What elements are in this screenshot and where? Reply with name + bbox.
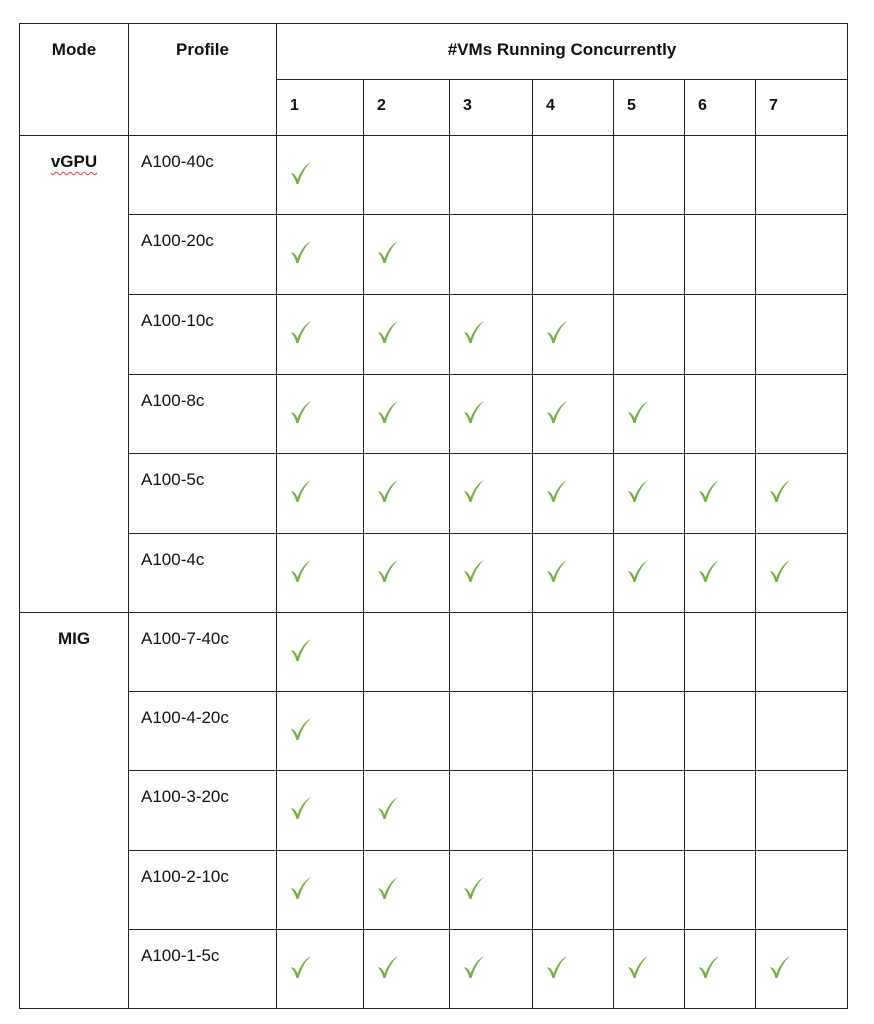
mode-cell (20, 613, 129, 1009)
vm-count-cell (450, 771, 533, 851)
vm-count-cell (533, 930, 614, 1009)
vm-count-cell (685, 295, 756, 375)
checkmark-icon (290, 320, 312, 344)
vm-count-cell (685, 930, 756, 1009)
checkmark-icon (627, 559, 649, 583)
vm-count-cell (364, 771, 450, 851)
header-profile: Profile (129, 24, 277, 136)
vm-count-cell (364, 454, 450, 534)
table-row (20, 295, 848, 375)
vm-count-cell (756, 136, 848, 215)
vm-count-cell (533, 375, 614, 454)
checkmark-icon (377, 559, 399, 583)
vm-count-cell (450, 136, 533, 215)
header-vms-running: #VMs Running Concurrently (277, 24, 848, 80)
vm-count-cell (277, 295, 364, 375)
profile-cell: A100-10c (129, 295, 277, 375)
header-mode: Mode (20, 24, 129, 136)
vm-count-cell (364, 295, 450, 375)
vm-count-cell (685, 375, 756, 454)
table-row (20, 215, 848, 295)
vm-count-cell (364, 136, 450, 215)
vm-count-cell (685, 454, 756, 534)
vm-count-cell (614, 375, 685, 454)
vm-count-cell (450, 692, 533, 771)
header-vm-count-2: 2 (364, 80, 450, 136)
header-vm-count-4: 4 (533, 80, 614, 136)
vm-count-cell (450, 215, 533, 295)
vm-count-cell (756, 771, 848, 851)
checkmark-icon (627, 479, 649, 503)
table-row (20, 613, 848, 692)
vm-count-cell (533, 136, 614, 215)
vm-count-cell (614, 613, 685, 692)
checkmark-icon (290, 161, 312, 185)
checkmark-icon (769, 559, 791, 583)
vm-count-cell (450, 613, 533, 692)
vm-count-cell (533, 851, 614, 930)
vm-count-cell (756, 613, 848, 692)
vm-count-cell (364, 930, 450, 1009)
vm-count-cell (614, 771, 685, 851)
checkmark-icon (290, 479, 312, 503)
vm-count-cell (533, 454, 614, 534)
vm-count-cell (277, 851, 364, 930)
checkmark-icon (463, 876, 485, 900)
checkmark-icon (290, 796, 312, 820)
header-vm-count-7: 7 (756, 80, 848, 136)
checkmark-icon (546, 955, 568, 979)
vm-count-cell (685, 534, 756, 613)
profile-cell: A100-4-20c (129, 692, 277, 771)
vm-count-cell (277, 771, 364, 851)
table-row (20, 771, 848, 851)
checkmark-icon (290, 638, 312, 662)
vm-count-cell (277, 930, 364, 1009)
vm-count-cell (756, 851, 848, 930)
table-body (20, 136, 848, 1009)
mode-label: MIG (57, 629, 91, 648)
profile-cell: A100-5c (129, 454, 277, 534)
vm-count-cell (450, 534, 533, 613)
vm-concurrency-table (19, 23, 848, 1009)
vm-count-cell (756, 692, 848, 771)
vm-count-cell (533, 295, 614, 375)
vm-count-cell (364, 215, 450, 295)
header-vm-count-6: 6 (685, 80, 756, 136)
profile-cell: A100-3-20c (129, 771, 277, 851)
vm-count-cell (277, 692, 364, 771)
vm-count-cell (277, 215, 364, 295)
checkmark-icon (627, 955, 649, 979)
vm-count-cell (756, 295, 848, 375)
profile-cell: A100-1-5c (129, 930, 277, 1009)
checkmark-icon (546, 400, 568, 424)
checkmark-icon (698, 955, 720, 979)
checkmark-icon (463, 479, 485, 503)
checkmark-icon (290, 400, 312, 424)
profile-cell: A100-7-40c (129, 613, 277, 692)
vm-count-cell (685, 613, 756, 692)
checkmark-icon (377, 876, 399, 900)
checkmark-icon (463, 400, 485, 424)
profile-cell: A100-20c (129, 215, 277, 295)
vm-count-cell (533, 613, 614, 692)
vm-count-cell (277, 136, 364, 215)
vm-count-cell (614, 295, 685, 375)
profile-cell: A100-2-10c (129, 851, 277, 930)
table-row (20, 136, 848, 215)
checkmark-icon (698, 479, 720, 503)
table-row (20, 692, 848, 771)
checkmark-icon (290, 876, 312, 900)
vm-count-cell (614, 454, 685, 534)
vm-count-cell (614, 534, 685, 613)
vm-count-cell (756, 215, 848, 295)
vm-count-cell (614, 930, 685, 1009)
table-row (20, 930, 848, 1009)
vm-count-cell (533, 215, 614, 295)
vm-count-cell (277, 454, 364, 534)
checkmark-icon (377, 320, 399, 344)
checkmark-icon (546, 479, 568, 503)
checkmark-icon (769, 955, 791, 979)
vm-count-cell (533, 534, 614, 613)
profile-cell: A100-4c (129, 534, 277, 613)
checkmark-icon (290, 955, 312, 979)
checkmark-icon (290, 240, 312, 264)
header-vm-count-5: 5 (614, 80, 685, 136)
vm-count-cell (450, 454, 533, 534)
table-row (20, 375, 848, 454)
vm-count-cell (685, 136, 756, 215)
profile-cell: A100-8c (129, 375, 277, 454)
checkmark-icon (769, 479, 791, 503)
vm-count-cell (277, 613, 364, 692)
vm-count-cell (614, 851, 685, 930)
vm-count-cell (450, 851, 533, 930)
vm-count-cell (614, 692, 685, 771)
checkmark-icon (546, 320, 568, 344)
vm-count-cell (685, 771, 756, 851)
vm-count-cell (450, 295, 533, 375)
vm-count-cell (277, 375, 364, 454)
vm-count-cell (277, 534, 364, 613)
vm-count-cell (614, 215, 685, 295)
table-row (20, 534, 848, 613)
header-vm-count-1: 1 (277, 80, 364, 136)
vm-count-cell (364, 613, 450, 692)
checkmark-icon (377, 240, 399, 264)
table-row (20, 851, 848, 930)
vm-count-cell (364, 375, 450, 454)
checkmark-icon (377, 796, 399, 820)
vm-count-cell (756, 930, 848, 1009)
vm-count-cell (364, 692, 450, 771)
checkmark-icon (546, 559, 568, 583)
checkmark-icon (698, 559, 720, 583)
checkmark-icon (377, 955, 399, 979)
vm-count-cell (533, 771, 614, 851)
header-vm-count-3: 3 (450, 80, 533, 136)
mode-cell (20, 136, 129, 613)
table-row (20, 454, 848, 534)
checkmark-icon (377, 479, 399, 503)
vm-count-cell (450, 930, 533, 1009)
checkmark-icon (627, 400, 649, 424)
vm-count-cell (364, 851, 450, 930)
vm-count-cell (364, 534, 450, 613)
checkmark-icon (463, 955, 485, 979)
checkmark-icon (463, 320, 485, 344)
vm-count-cell (756, 454, 848, 534)
profile-cell: A100-40c (129, 136, 277, 215)
checkmark-icon (463, 559, 485, 583)
mode-label: vGPU (50, 152, 98, 171)
checkmark-icon (377, 400, 399, 424)
vm-count-cell (685, 851, 756, 930)
vm-count-cell (756, 534, 848, 613)
checkmark-icon (290, 717, 312, 741)
vm-count-cell (533, 692, 614, 771)
checkmark-icon (290, 559, 312, 583)
vm-count-cell (614, 136, 685, 215)
vm-count-cell (685, 215, 756, 295)
vm-count-cell (756, 375, 848, 454)
vm-count-cell (685, 692, 756, 771)
vm-count-cell (450, 375, 533, 454)
